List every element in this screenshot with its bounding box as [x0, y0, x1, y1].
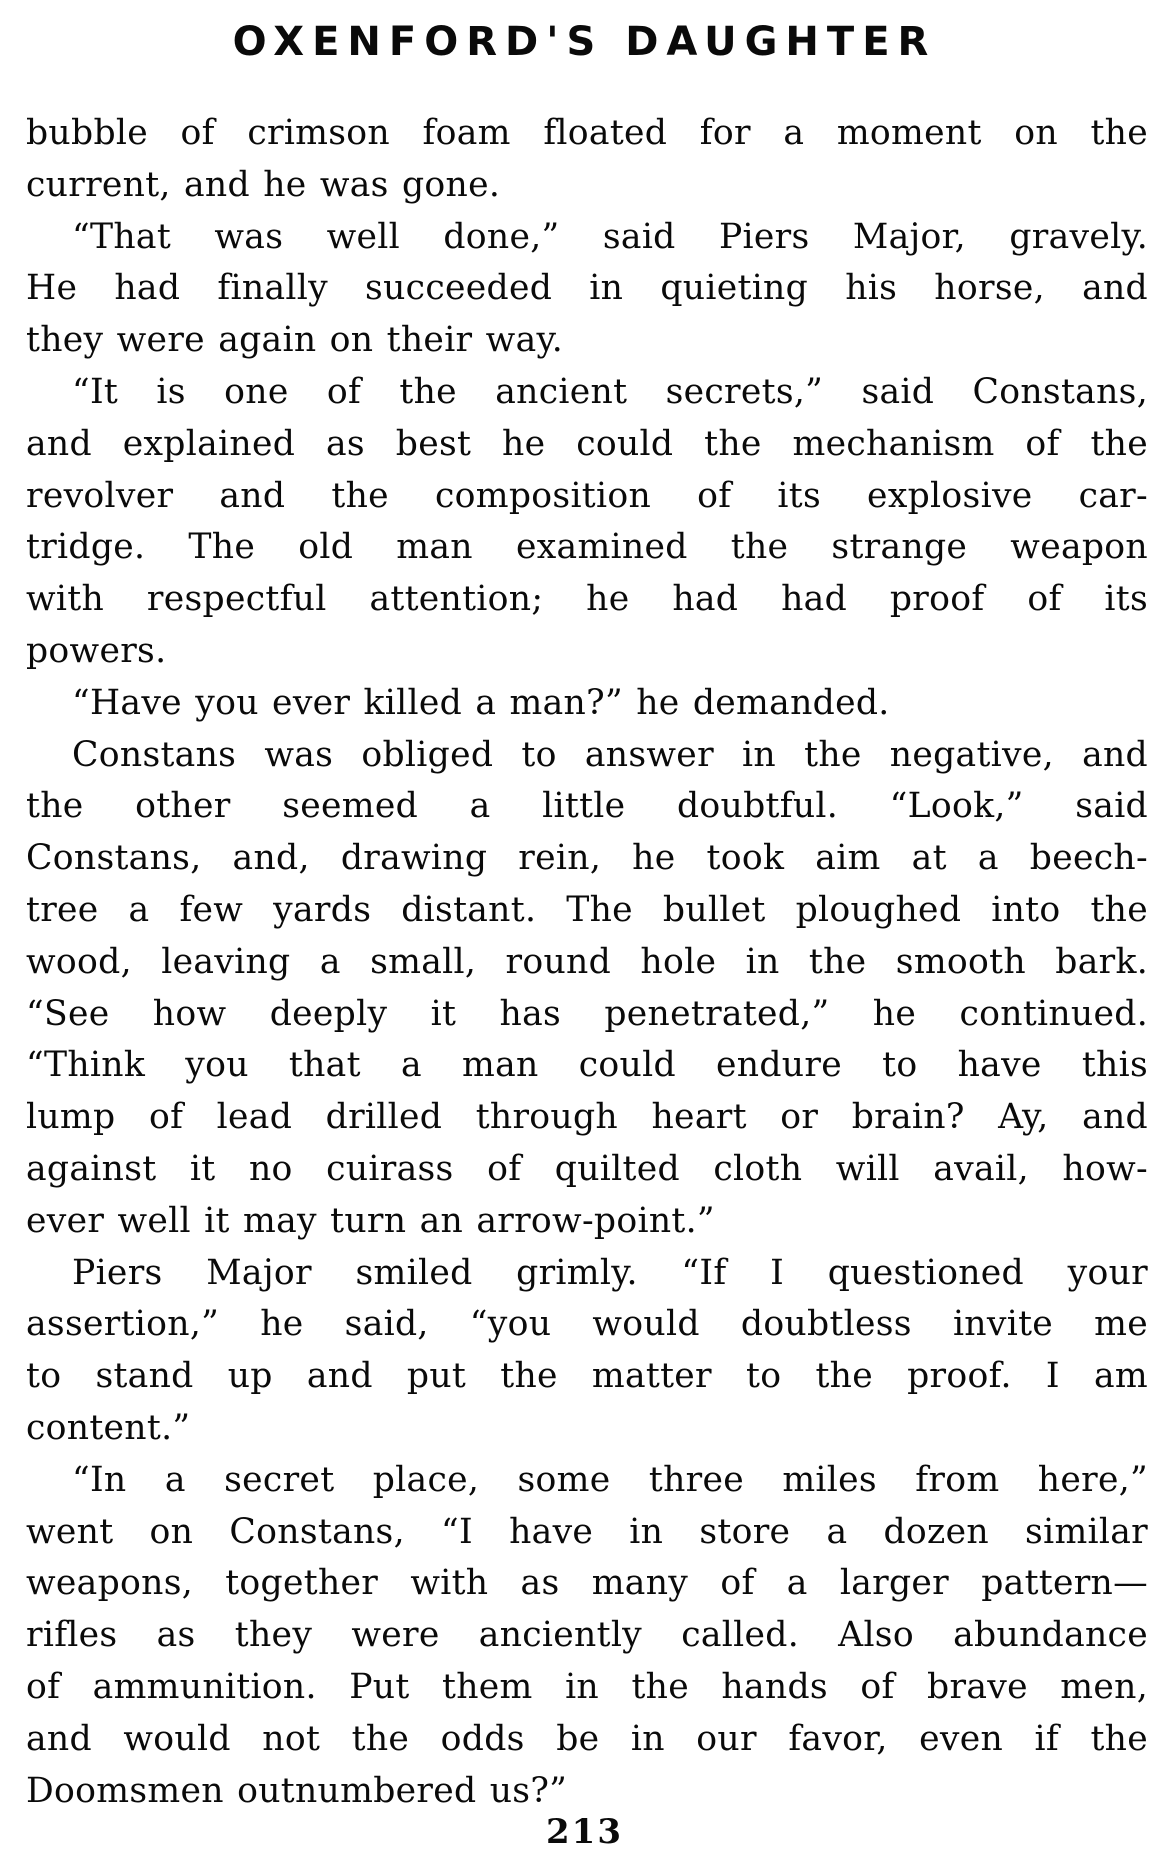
text-line: “It is one of the ancient secrets,” said Constans,	[72, 371, 1148, 412]
text-line: Piers Major smiled grimly. “If I questioned your	[72, 1252, 1148, 1293]
text-line: to stand up and put the matter to the proof. I am	[26, 1356, 1148, 1397]
body-text	[26, 108, 1148, 1817]
text-line: “See how deeply it has penetrated,” he continued.	[26, 993, 1148, 1034]
text-line: they were again on their way.	[26, 320, 564, 361]
text-line: Constans was obliged to answer in the negative, and	[72, 734, 1148, 775]
text-line: tridge. The old man examined the strange weapon	[26, 527, 1148, 568]
text-line: the other seemed a little doubtful. “Look,” said	[26, 786, 1148, 827]
text-line: lump of lead drilled through heart or brain? Ay, and	[26, 1097, 1148, 1138]
text-line: “In a secret place, some three miles from here,”	[72, 1459, 1148, 1500]
text-line: bubble of crimson foam floated for a moment on the	[26, 113, 1148, 153]
text-line: rifles as they were anciently called. Also abundance	[26, 1615, 1148, 1656]
text-line: “Think you that a man could endure to have this	[26, 1045, 1148, 1086]
text-line: assertion,” he said, “you would doubtless invite me	[26, 1304, 1148, 1345]
text-line: tree a few yards distant. The bullet ploughed into the	[26, 889, 1148, 930]
text-line: and would not the odds be in our favor, even if the	[26, 1718, 1148, 1759]
text-line: He had finally succeeded in quieting his horse, and	[26, 268, 1148, 309]
text-line: Doomsmen outnumbered us?”	[26, 1770, 568, 1811]
text-line: weapons, together with as many of a larger pattern—	[26, 1563, 1148, 1604]
text-line: ever well it may turn an arrow-point.”	[26, 1200, 715, 1241]
text-line: went on Constans, “I have in store a dozen similar	[26, 1511, 1148, 1552]
text-line: current, and he was gone.	[26, 164, 501, 205]
running-title: OXENFORD'S DAUGHTER	[232, 19, 937, 65]
text-line: with respectful attention; he had had proof of its	[26, 579, 1148, 620]
text-line: wood, leaving a small, round hole in the smooth bark.	[26, 941, 1148, 982]
text-line: against it no cuirass of quilted cloth will avail, how-	[26, 1148, 1148, 1189]
text-line: content.”	[26, 1407, 191, 1448]
text-line: revolver and the composition of its explosive car-	[26, 475, 1148, 516]
text-line: “Have you ever killed a man?” he demanded.	[72, 682, 890, 723]
text-line: “That was well done,” said Piers Major, gravely.	[72, 216, 1148, 257]
text-line: and explained as best he could the mechanism of the	[26, 423, 1148, 464]
page-number: 213	[546, 1812, 623, 1852]
text-line: Constans, and, drawing rein, he took aim at a beech-	[26, 838, 1148, 879]
text-line: of ammunition. Put them in the hands of brave men,	[26, 1666, 1148, 1707]
text-line: powers.	[26, 630, 167, 671]
